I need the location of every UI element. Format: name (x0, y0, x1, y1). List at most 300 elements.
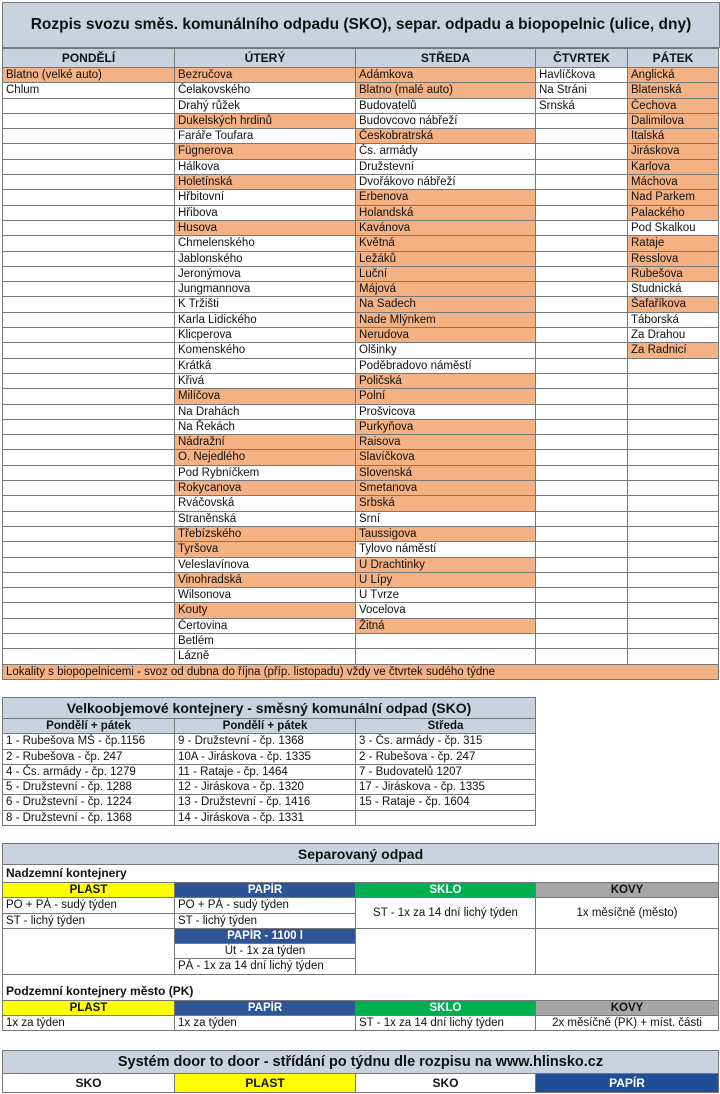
vel-cell-col3: 17 - Jiráskova - čp. 1335 (356, 780, 536, 795)
street-streda: Blatno (malé auto) (356, 83, 536, 98)
separovany-section (2, 843, 718, 1031)
empty-cell (536, 205, 628, 220)
street-utery: O. Nejedlého (175, 450, 356, 465)
street-utery: Klicperova (175, 328, 356, 343)
empty-cell (628, 649, 719, 664)
schedule-row (3, 542, 719, 557)
empty-cell (3, 435, 175, 450)
schedule-row (3, 236, 719, 251)
empty-cell (3, 251, 175, 266)
empty-cell (356, 633, 536, 648)
door-to-door-title: Systém door to door - střídání po týdnu dle rozpisu na www.hlinsko.cz (3, 1051, 719, 1074)
vel-row (3, 780, 719, 795)
street-utery: Dukelských hrdinů (175, 113, 356, 128)
empty-cell (3, 542, 175, 557)
pod-plast-value: 1x za týden (3, 1016, 175, 1031)
empty-cell (3, 389, 175, 404)
empty-cell (3, 588, 175, 603)
empty-cell (536, 358, 628, 373)
empty-cell (536, 633, 628, 648)
empty-cell (536, 557, 628, 572)
street-streda: Olšinky (356, 343, 536, 358)
pod-papir-value: 1x za týden (175, 1016, 356, 1031)
papir-1100-row-1: Út - 1x za týden (175, 944, 356, 959)
blank-cell (628, 734, 719, 749)
street-utery: Lázně (175, 649, 356, 664)
schedule-row (3, 205, 719, 220)
street-utery: Hálkova (175, 159, 356, 174)
street-streda: Tylovo náměstí (356, 542, 536, 557)
day-header-friday: PÁTEK (628, 49, 719, 68)
street-utery: Krátká (175, 358, 356, 373)
street-utery: Bezručova (175, 68, 356, 83)
empty-cell (3, 190, 175, 205)
empty-cell (536, 190, 628, 205)
empty-cell (536, 588, 628, 603)
schedule-row (3, 572, 719, 587)
empty-cell (3, 481, 175, 496)
empty-cell (628, 511, 719, 526)
schedule-row (3, 251, 719, 266)
vel-row (3, 749, 719, 764)
street-patek: Čechova (628, 98, 719, 113)
empty-cell (628, 572, 719, 587)
vel-cell-col2: 9 - Družstevní - čp. 1368 (175, 734, 356, 749)
pod-kovy-value: 2x měsíčně (PK) + míst. části (536, 1016, 719, 1031)
pod-sklo-header: SKLO (356, 1000, 536, 1015)
blank-cell (536, 810, 628, 825)
papir-1100-row-2: PÁ - 1x za 14 dní lichý týden (175, 959, 356, 974)
blank-cell (628, 780, 719, 795)
street-utery: Jablonského (175, 251, 356, 266)
street-pondeli: Chlum (3, 83, 175, 98)
schedule-row (3, 557, 719, 572)
street-streda: Srbská (356, 496, 536, 511)
velkoobjemove-title: Velkoobjemové kontejnery - směsný komunální odpad (SKO) (3, 698, 536, 719)
nad-papir-1: PO + PÁ - sudý týden (175, 898, 356, 913)
schedule-row (3, 618, 719, 633)
day-header-monday: PONDĚLÍ (3, 49, 175, 68)
street-streda: Prošvicova (356, 404, 536, 419)
empty-cell (536, 450, 628, 465)
schedule-row (3, 419, 719, 434)
empty-cell (3, 282, 175, 297)
vel-cell-col2: 14 - Jiráskova - čp. 1331 (175, 810, 356, 825)
schedule-row (3, 266, 719, 281)
empty-cell (628, 496, 719, 511)
vel-cell-col1: 1 - Rubešova MŠ - čp.1156 (3, 734, 175, 749)
empty-cell (536, 266, 628, 281)
schedule-row (3, 343, 719, 358)
street-patek: Rubešova (628, 266, 719, 281)
street-utery: Wilsonova (175, 588, 356, 603)
empty-cell (628, 542, 719, 557)
street-streda: Slavíčkova (356, 450, 536, 465)
street-utery: Husova (175, 220, 356, 235)
empty-cell (536, 236, 628, 251)
schedule-row (3, 190, 719, 205)
nad-kovy-value: 1x měsíčně (město) (536, 898, 719, 929)
nad-papir-2: ST - lichý týden (175, 913, 356, 928)
empty-cell (536, 526, 628, 541)
schedule-row (3, 588, 719, 603)
street-utery: Chmelenského (175, 236, 356, 251)
schedule-table (2, 48, 718, 680)
schedule-row (3, 435, 719, 450)
street-streda: Budovcovo nábřeží (356, 113, 536, 128)
empty-cell (536, 419, 628, 434)
street-utery: Čertovina (175, 618, 356, 633)
empty-cell (3, 220, 175, 235)
nad-sklo-value: ST - 1x za 14 dní lichý týden (356, 898, 536, 929)
street-patek: Jiráskova (628, 144, 719, 159)
schedule-row (3, 496, 719, 511)
empty-cell (3, 557, 175, 572)
street-streda: Raisova (356, 435, 536, 450)
street-patek: Resslova (628, 251, 719, 266)
vel-cell-col3 (356, 810, 536, 825)
empty-cell (536, 481, 628, 496)
nad-sklo-header: SKLO (356, 883, 536, 898)
schedule-row (3, 175, 719, 190)
street-streda: Poličská (356, 373, 536, 388)
empty-cell (3, 343, 175, 358)
street-streda: Luční (356, 266, 536, 281)
pod-sklo-value: ST - 1x za 14 dní lichý týden (356, 1016, 536, 1031)
street-patek: Máchova (628, 175, 719, 190)
schedule-row (3, 603, 719, 618)
street-patek: Za Radnicí (628, 343, 719, 358)
street-utery: Tyršova (175, 542, 356, 557)
street-utery: Na Drahách (175, 404, 356, 419)
street-streda: U Lípy (356, 572, 536, 587)
empty-cell (536, 220, 628, 235)
empty-cell (536, 496, 628, 511)
blank-cell (628, 810, 719, 825)
empty-cell (628, 419, 719, 434)
empty-cell (3, 312, 175, 327)
blank-cell (536, 734, 628, 749)
street-streda: Vocelova (356, 603, 536, 618)
empty-cell (3, 633, 175, 648)
podzemni-label: Podzemní kontejnery město (PK) (3, 983, 719, 1001)
vel-cell-col3: 3 - Čs. armády - čp. 315 (356, 734, 536, 749)
street-patek: Za Drahou (628, 328, 719, 343)
blank-cell (536, 749, 628, 764)
empty-cell (536, 404, 628, 419)
street-utery: Veleslavínova (175, 557, 356, 572)
vel-row (3, 764, 719, 779)
street-streda: Družstevní (356, 159, 536, 174)
street-utery: Kouty (175, 603, 356, 618)
empty-cell (628, 358, 719, 373)
street-utery: Komenského (175, 343, 356, 358)
street-streda: Holandská (356, 205, 536, 220)
blank-cell (536, 764, 628, 779)
vel-cell-col2: 13 - Družstevní - čp. 1416 (175, 795, 356, 810)
schedule-row (3, 633, 719, 648)
street-patek: Šafaříkova (628, 297, 719, 312)
empty-cell (628, 526, 719, 541)
blank-cell (628, 795, 719, 810)
empty-cell (536, 129, 628, 144)
street-streda: Žitná (356, 618, 536, 633)
empty-cell (536, 343, 628, 358)
empty-cell (3, 129, 175, 144)
empty-cell (3, 526, 175, 541)
street-utery: Křivá (175, 373, 356, 388)
street-streda: Taussigova (356, 526, 536, 541)
street-streda: Adámkova (356, 68, 536, 83)
empty-cell (3, 572, 175, 587)
street-patek: Dalimilova (628, 113, 719, 128)
empty-cell (628, 603, 719, 618)
street-utery: Karla Lidického (175, 312, 356, 327)
street-pondeli: Blatno (velké auto) (3, 68, 175, 83)
pod-plast-header: PLAST (3, 1000, 175, 1015)
vel-row (3, 734, 719, 749)
nad-plast-2: ST - lichý týden (3, 913, 175, 928)
empty-cell (356, 649, 536, 664)
street-streda: Polní (356, 389, 536, 404)
empty-cell (3, 511, 175, 526)
schedule-row (3, 68, 719, 83)
street-utery: Faráře Toufara (175, 129, 356, 144)
d2d-item-plast: PLAST (175, 1074, 356, 1093)
empty-cell (536, 389, 628, 404)
street-streda: Nade Mlýnkem (356, 312, 536, 327)
street-utery: Milíčova (175, 389, 356, 404)
vel-cell-col3: 15 - Rataje - čp. 1604 (356, 795, 536, 810)
street-streda: Kavánova (356, 220, 536, 235)
empty-cell (3, 328, 175, 343)
empty-cell (536, 603, 628, 618)
pod-kovy-header: KOVY (536, 1000, 719, 1015)
street-streda: Nerudova (356, 328, 536, 343)
street-utery: Drahý růžek (175, 98, 356, 113)
nad-plast-header: PLAST (3, 883, 175, 898)
street-patek: Italská (628, 129, 719, 144)
empty-cell (3, 358, 175, 373)
street-ctvrtek: Havlíčkova (536, 68, 628, 83)
empty-cell (628, 633, 719, 648)
empty-cell (3, 159, 175, 174)
empty-cell (536, 373, 628, 388)
schedule-row (3, 450, 719, 465)
blank-cell (536, 780, 628, 795)
street-utery: Hřibova (175, 205, 356, 220)
street-utery: Pod Rybníčkem (175, 465, 356, 480)
street-utery: K Tržišti (175, 297, 356, 312)
nadzemni-label: Nadzemní kontejnery (3, 865, 719, 883)
empty-cell (3, 419, 175, 434)
street-streda: Májová (356, 282, 536, 297)
nad-papir-header: PAPÍR (175, 883, 356, 898)
vel-cell-col1: 8 - Družstevní - čp. 1368 (3, 810, 175, 825)
street-streda: Slovenská (356, 465, 536, 480)
schedule-row (3, 328, 719, 343)
empty-cell (3, 205, 175, 220)
empty-cell (3, 98, 175, 113)
vel-header-1: Pondělí + pátek (3, 719, 175, 734)
street-patek: Táborská (628, 312, 719, 327)
empty-cell (3, 113, 175, 128)
empty-cell (3, 603, 175, 618)
separovany-title: Separovaný odpad (3, 844, 719, 865)
empty-cell (536, 113, 628, 128)
empty-cell (628, 450, 719, 465)
empty-cell (536, 572, 628, 587)
vel-row (3, 795, 719, 810)
schedule-row (3, 404, 719, 419)
vel-row (3, 810, 719, 825)
schedule-row (3, 373, 719, 388)
empty-cell (628, 373, 719, 388)
street-patek: Blatenská (628, 83, 719, 98)
street-patek: Pod Skalkou (628, 220, 719, 235)
street-streda: Květná (356, 236, 536, 251)
blank-cell (628, 749, 719, 764)
street-patek: Karlova (628, 159, 719, 174)
street-streda: Smetanova (356, 481, 536, 496)
schedule-row (3, 649, 719, 664)
street-ctvrtek: Na Stráni (536, 83, 628, 98)
empty-cell (3, 404, 175, 419)
vel-cell-col2: 10A - Jiráskova - čp. 1335 (175, 749, 356, 764)
schedule-row (3, 526, 719, 541)
street-streda: Na Sadech (356, 297, 536, 312)
street-streda: Dvořákovo nábřeží (356, 175, 536, 190)
street-streda: Srní (356, 511, 536, 526)
empty-cell (628, 588, 719, 603)
nad-plast-1: PO + PÁ - sudý týden (3, 898, 175, 913)
vel-cell-col2: 12 - Jiráskova - čp. 1320 (175, 780, 356, 795)
day-header-thursday: ČTVRTEK (536, 49, 628, 68)
street-utery: Jungmannova (175, 282, 356, 297)
empty-cell (628, 557, 719, 572)
schedule-row (3, 481, 719, 496)
street-utery: Nádražní (175, 435, 356, 450)
vel-cell-col1: 6 - Družstevní - čp. 1224 (3, 795, 175, 810)
empty-cell (628, 435, 719, 450)
vel-header-3: Středa (356, 719, 536, 734)
empty-cell (628, 404, 719, 419)
street-streda: Čs. armády (356, 144, 536, 159)
blank-cell (536, 795, 628, 810)
empty-cell (536, 649, 628, 664)
street-utery: Třebízského (175, 526, 356, 541)
empty-cell (628, 389, 719, 404)
street-ctvrtek: Srnská (536, 98, 628, 113)
schedule-row (3, 144, 719, 159)
biopopelnice-note: Lokality s biopopelnicemi - svoz od dubna do října (příp. listopadu) vždy ve čtvrtek sudého týdne (3, 664, 719, 679)
street-patek: Rataje (628, 236, 719, 251)
street-streda: U Drachtinky (356, 557, 536, 572)
empty-cell (536, 297, 628, 312)
schedule-row (3, 129, 719, 144)
street-streda: Ležáků (356, 251, 536, 266)
empty-cell (536, 144, 628, 159)
street-streda: Purkyňova (356, 419, 536, 434)
empty-cell (536, 542, 628, 557)
empty-cell (536, 328, 628, 343)
empty-cell (628, 465, 719, 480)
schedule-body (3, 68, 719, 665)
street-streda: U Tvrze (356, 588, 536, 603)
street-utery: Rváčovská (175, 496, 356, 511)
schedule-row (3, 358, 719, 373)
vel-cell-col1: 5 - Družstevní - čp. 1288 (3, 780, 175, 795)
empty-cell (3, 373, 175, 388)
d2d-item-sko-2: SKO (356, 1074, 536, 1093)
empty-cell (628, 618, 719, 633)
empty-cell (3, 450, 175, 465)
velkoobjemove-body (3, 734, 719, 826)
street-utery: Jeronýmova (175, 266, 356, 281)
papir-1100-header: PAPÍR - 1100 l (175, 928, 356, 943)
day-header-tuesday: ÚTERÝ (175, 49, 356, 68)
street-streda: Budovatelů (356, 98, 536, 113)
day-header-wednesday: STŘEDA (356, 49, 536, 68)
street-utery: Čelakovského (175, 83, 356, 98)
empty-cell (536, 511, 628, 526)
street-patek: Nad Parkem (628, 190, 719, 205)
vel-header-2: Pondělí + pátek (175, 719, 356, 734)
page-title: Rozpis svozu směs. komunálního odpadu (SKO), separ. odpadu a biopopelnic (ulice, dny) (2, 2, 720, 48)
street-patek: Palackého (628, 205, 719, 220)
schedule-row (3, 113, 719, 128)
schedule-row (3, 159, 719, 174)
street-patek: Studnická (628, 282, 719, 297)
street-streda: Českobratrská (356, 129, 536, 144)
schedule-row (3, 465, 719, 480)
vel-cell-col1: 2 - Rubešova - čp. 247 (3, 749, 175, 764)
empty-cell (628, 481, 719, 496)
empty-cell (3, 175, 175, 190)
door-to-door-section (2, 1050, 718, 1093)
velkoobjemove-section (2, 697, 718, 826)
schedule-row (3, 282, 719, 297)
schedule-row (3, 98, 719, 113)
street-utery: Hřbitovní (175, 190, 356, 205)
empty-cell (3, 236, 175, 251)
blank-cell (628, 764, 719, 779)
street-utery: Holetínská (175, 175, 356, 190)
street-utery: Vinohradská (175, 572, 356, 587)
nad-kovy-header: KOVY (536, 883, 719, 898)
vel-cell-col3: 2 - Rubešova - čp. 247 (356, 749, 536, 764)
empty-cell (3, 297, 175, 312)
empty-cell (536, 435, 628, 450)
street-patek: Anglická (628, 68, 719, 83)
empty-cell (3, 649, 175, 664)
day-header-row (3, 49, 719, 68)
street-utery: Na Řekách (175, 419, 356, 434)
empty-cell (536, 159, 628, 174)
schedule-row (3, 297, 719, 312)
empty-cell (3, 465, 175, 480)
vel-cell-col3: 7 - Budovatelů 1207 (356, 764, 536, 779)
schedule-row (3, 389, 719, 404)
vel-cell-col1: 4 - Čs. armády - čp. 1279 (3, 764, 175, 779)
empty-cell (536, 251, 628, 266)
empty-cell (536, 282, 628, 297)
street-utery: Fügnerova (175, 144, 356, 159)
empty-cell (536, 312, 628, 327)
vel-cell-col2: 11 - Rataje - čp. 1464 (175, 764, 356, 779)
d2d-item-papir: PAPÍR (536, 1074, 719, 1093)
empty-cell (536, 175, 628, 190)
